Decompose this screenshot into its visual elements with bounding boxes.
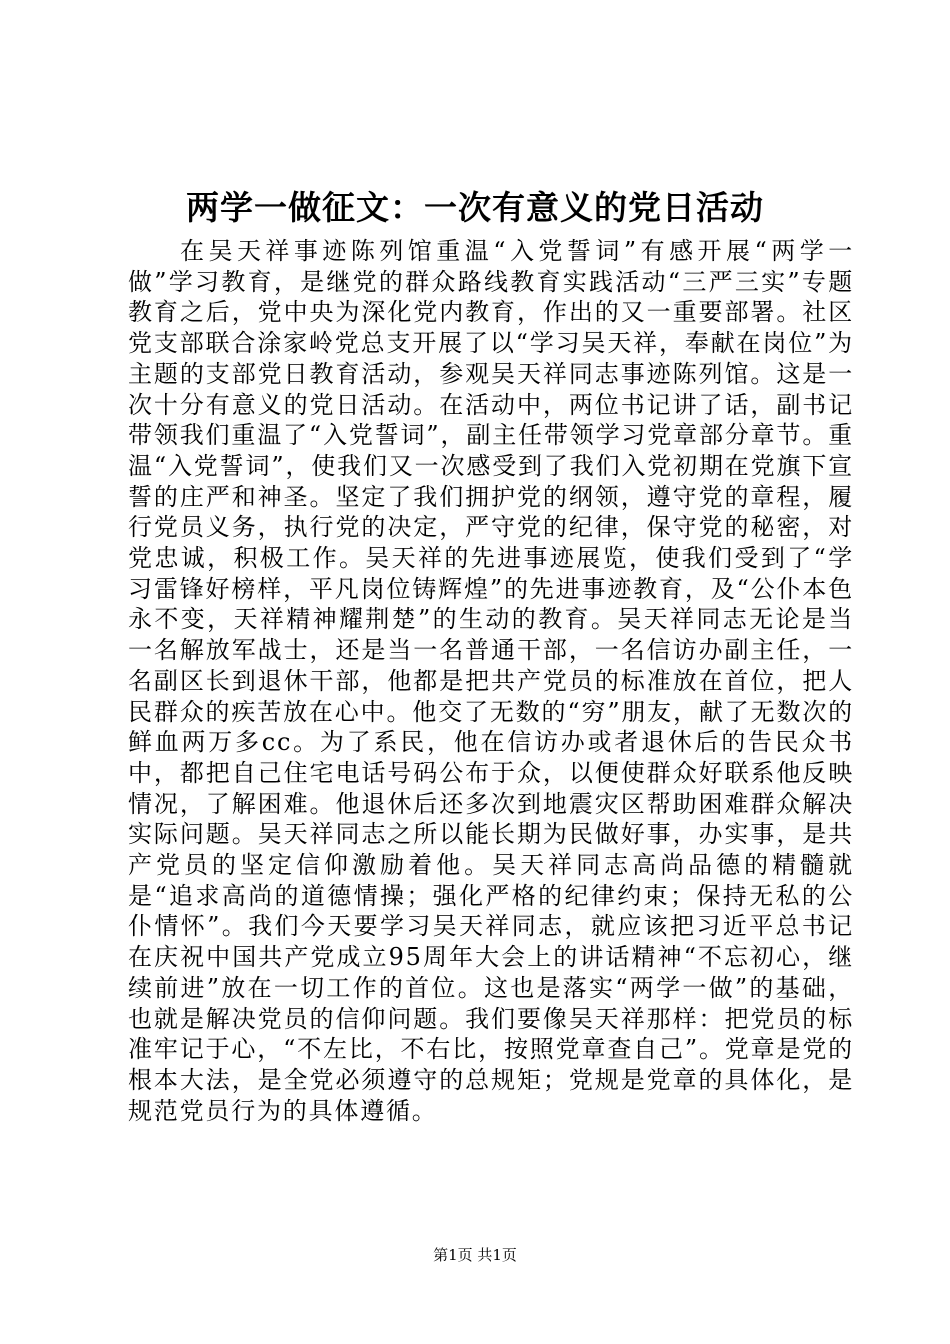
document-title: 两学一做征文：一次有意义的党日活动 bbox=[186, 188, 764, 227]
document-body: 在吴天祥事迹陈列馆重温“入党誓词”有感开展“两学一做”学习教育，是继党的群众路线教育实践活动“三严三实”专题教育之后，党中央为深化党内教育，作出的又一重要部署。社区党支部联合涂家岭党总支开展了以“学习吴天祥，奉献在岗位”为主题的支部党日教育活动，参观吴天祥同志事迹陈列馆。这是一次十分有意义的党日活动。在活动中，两位书记讲了话，副书记带领我们重温了“入党誓词”，副主任带领学习党章部分章节。重温“入党誓词”，使我们又一次感受到了我们入党初期在党旗下宣誓的庄严和神圣。坚定了我们拥护党的纲领，遵守党的章程，履行党员义务，执行党的决定，严守党的纪律，保守党的秘密，对党忠诚，积极工作。吴天祥的先进事迹展览，使我们受到了“学习雷锋好榜样，平凡岗位铸辉煌”的先进事迹教育，及“公仆本色永不变，天祥精神耀荆楚”的生动的教育。吴天祥同志无论是当一名解放军战士，还是当一名普通干部，一名信访办副主任，一名副区长到退休干部，他都是把共产党员的标准放在首位，把人民群众的疾苦放在心中。他交了无数的“穷”朋友，献了无数次的鲜血两万多cc。为了系民，他在信访办或者退休后的告民众书中，都把自己住宅电话号码公布于众，以便使群众好联系他反映情况，了解困难。他退休后还多次到地震灾区帮助困难群众解决实际问题。吴天祥同志之所以能长期为民做好事，办实事，是共产党员的坚定信仰激励着他。吴天祥同志高尚品德的精髓就是“追求高尚的道德情操；强化严格的纪律约束；保持无私的公仆情怀”。我们今天要学习吴天祥同志，就应该把习近平总书记在庆祝中国共产党成立95周年大会上的讲话精神“不忘初心，继续前进”放在一切工作的首位。这也是落实“两学一做”的基础，也就是解决党员的信仰问题。我们要像吴天祥那样：把党员的标准牢记于心，“不左比，不右比，按照党章查自己”。党章是党的根本大法，是全党必须遵守的总规矩；党规是党章的具体化，是规范党员行为的具体遵循。 bbox=[128, 237, 854, 1125]
page-footer: 第1页 共1页 bbox=[433, 1246, 517, 1264]
